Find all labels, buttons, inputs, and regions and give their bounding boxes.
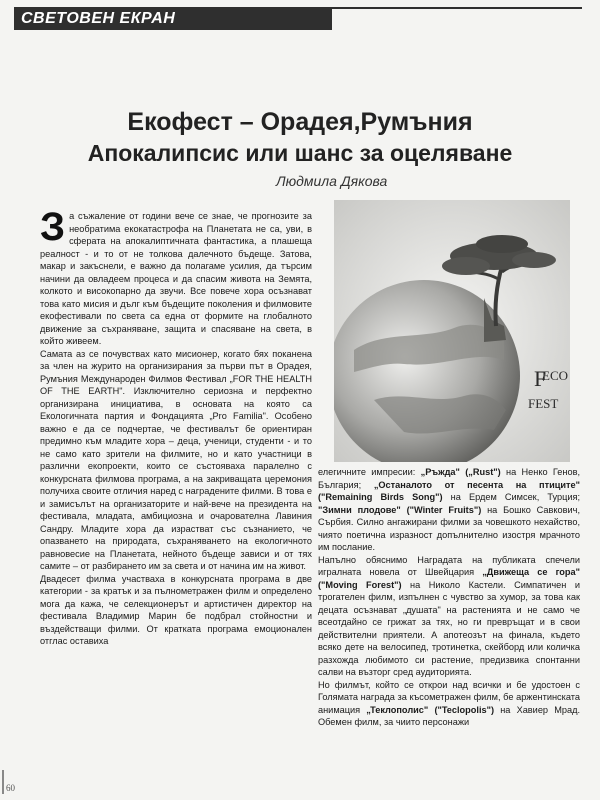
paragraph-text: а съжаление от години вече се знае, че прогнозите за необратима екокатастрофа на Планетата не са, уви, в сферата на апокалиптичната фантастика, а плашеща реалност - и то от не толкова далечното бъдеще. Затова, макар и закъснели, е важно да полагаме усилия, да търсим начини да овладеем процеса и да спасим живота на Земята, колкото и високопарно да звучи. Все повече хора осъзнават това като мисия и дълг към бъдещите поколения и филмовите екофестивали по света са една от формите на глобалното движение за съхраняване, защита и спасяване на света, в който живеем.	[40, 211, 312, 346]
article-title: Екофест – Орадея,Румъния	[127, 108, 473, 136]
paragraph-text: на Ердем Симсек, Турция;	[442, 492, 581, 502]
svg-text:ECO: ECO	[542, 368, 568, 383]
left-column	[40, 205, 312, 648]
article-subtitle: Апокалипсис или шанс за оцеляване	[87, 140, 513, 166]
paragraph-text: Напълно обяснимо Наградата на публиката спечели игралната новела от Швейцария	[318, 554, 580, 577]
right-column	[318, 466, 580, 729]
film-title: „Теклополис" ("Teclopolis")	[366, 704, 495, 715]
paragraph	[40, 205, 312, 348]
film-title: „Ръжда" („Rust")	[420, 467, 501, 477]
paragraph-text: Но филмът, който се открои над всички и бе удостоен с Голямата награда за късометражен филм, бе аржентинската анимация	[318, 679, 580, 715]
ecofest-poster-image	[334, 200, 570, 462]
section-label: СВЕТОВЕН ЕКРАН	[14, 7, 332, 30]
paragraph-text: елегичните импресии:	[318, 467, 421, 477]
paragraph-text: на Ненко Генов, България;	[318, 467, 581, 490]
film-title: "Зимни плодове" ("Winter Fruits")	[318, 504, 482, 515]
page-edge-rule	[2, 770, 4, 794]
paragraph: Двадесет филма участваха в конкурсната програма в две категории - за кратък и за пълнометражен филм и определено мога да кажа, че селекционерът и артистичен директор на фестивала Владимир Марин бе подбрал стойностни и въздействащи филми. От кратката програма емоционален отглас оставиха	[40, 573, 312, 646]
paragraph-text: на Хавиер Мрад. Обемен филм, за чиито персонажи	[318, 704, 580, 727]
page-number: 60	[6, 783, 15, 793]
globe-tree-illustration	[334, 200, 570, 462]
article-header	[0, 108, 600, 167]
film-title: „Движеща се гора" ("Moving Forest")	[318, 567, 580, 590]
article-author: Людмила Дякова	[276, 173, 388, 189]
svg-text:FEST: FEST	[528, 396, 559, 411]
drop-cap: З	[40, 205, 66, 249]
film-title: „Останалото от песента на птиците" ("Remaining Birds Song")	[318, 479, 580, 502]
paragraph: Самата аз се почувствах като мисионер, когато бях поканена за член на журито на организирания за първи път в Орадея, Румъния Международен Филмов Фестивал „FOR THE HEALTH OF THE EARTH". Изключително сериозна и перфектно организирана инициатива, в основата на която са Екологичната партия и Фондацията „Pro Familia". Особено важно е да се подчертае, че фестивалът бе ориентиран предимно към младите хора – деца, ученици, студенти - и то не само като зрители на филмите, но и като участници в различни екопроекти, които се състояваха паралелно с конкурсната филмова програма, а на закриващата церемония получиха своите отличия наред с наградените филми. В това е и замисълът на организаторите и най-вече на президента на фестивала, младата, амбициозна и очарователна Лавиния Сандру. Младите хора да израстват със съзнанието, че опазването на природата, съхраняването на екологичното равновесие на Планетата, нейното бъдеще зависи и от тях самите – от разбирането им за света и от начина им на живот.	[40, 348, 312, 571]
paragraph	[318, 554, 580, 679]
paragraph	[318, 466, 580, 554]
paragraph-text: на Бошко Савкович, Сърбия. Силно ангажирани филми за човешкото нехайство, чиято поетична изразност допълнително изостря мрачното им послание.	[318, 504, 580, 552]
svg-text:F: F	[534, 366, 547, 391]
paragraph-text: на Николо Кастели. Симпатичен и трогателен филм, изпълнен с чувство за хумор, за това как децата осъзнават „душата" на растенията и не само че всеотдайно се грижат за тях, но ги превръщат и в свои действителни приятели. А апотеозът на финала, където всяко дете на велосипед, тротинетка, скейборд или количка разхожда любимото си растение, предизвика спонтанни салви на възторг сред аудиторията.	[318, 579, 580, 677]
section-divider	[332, 7, 582, 9]
paragraph	[318, 679, 580, 729]
